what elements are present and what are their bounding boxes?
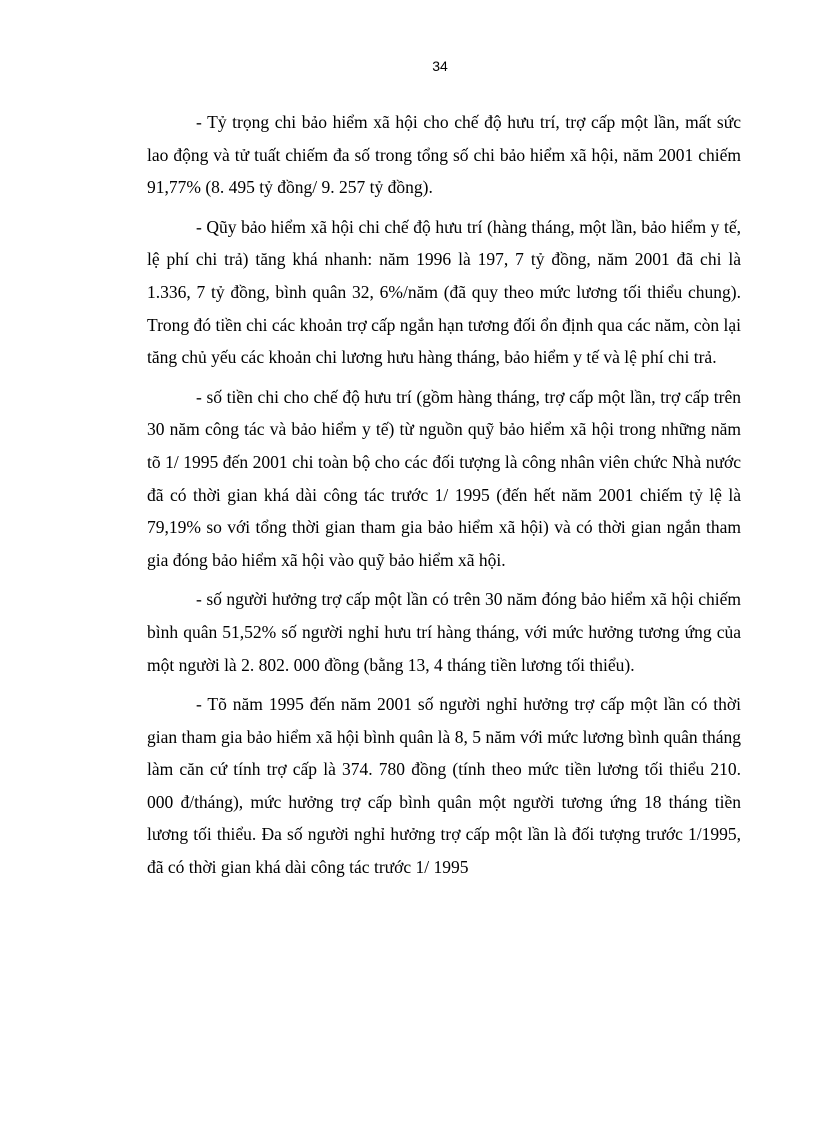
- paragraph-lump-sum-period: - Tõ năm 1995 đến năm 2001 số người nghỉ hưởng trợ cấp một lần có thời gian tham gia bảo hiểm xã hội bình quân là 8, 5 năm với mức lương bình quân tháng làm căn cứ tính trợ cấp là 374. 780 đồng (tính theo mức tiền lương tối thiểu 210. 000 đ/tháng), mức hưởng trợ cấp bình quân một người tương ứng 18 tháng tiền lương tối thiểu. Đa số người nghỉ hưởng trợ cấp một lần là đối tượng trước 1/1995, đã có thời gian khá dài công tác trước 1/ 1995: [147, 694, 741, 878]
- page-number: 34: [432, 58, 448, 74]
- paragraph-lump-sum-recipients: - số người hưởng trợ cấp một lần có trên 30 năm đóng bảo hiểm xã hội chiếm bình quân 51,52% số người nghỉ hưu trí hàng tháng, với mức hưởng tương ứng của một người là 2. 802. 000 đồng (bằng 13, 4 tháng tiền lương tối thiểu).: [147, 589, 741, 675]
- document-body: [147, 106, 741, 891]
- paragraph-pension-spending: - số tiền chi cho chế độ hưu trí (gồm hàng tháng, trợ cấp một lần, trợ cấp trên 30 năm công tác và bảo hiểm y tế) từ nguồn quỹ bảo hiểm xã hội trong những năm tõ 1/ 1995 đến 2001 chi toàn bộ cho các đối tượng là công nhân viên chức Nhà nước đã có thời gian khá dài công tác trước 1/ 1995 (đến hết năm 2001 chiếm tỷ lệ là 79,19% so với tổng thời gian tham gia bảo hiểm xã hội) và có thời gian ngắn tham gia đóng bảo hiểm xã hội vào quỹ bảo hiểm xã hội.: [147, 386, 741, 570]
- paragraph-pension-fund-growth: - Qũy bảo hiểm xã hội chi chế độ hưu trí (hàng tháng, một lần, bảo hiểm y tế, lệ phí chi trả) tăng khá nhanh: năm 1996 là 197, 7 tỷ đồng, năm 2001 đã chi là 1.336, 7 tỷ đồng, bình quân 32, 6%/năm (đã quy theo mức lương tối thiểu chung). Trong đó tiền chi các khoản trợ cấp ngắn hạn tương đối ổn định qua các năm, còn lại tăng chủ yếu các khoản chi lương hưu hàng tháng, bảo hiểm y tế và lệ phí chi trả.: [147, 216, 741, 368]
- paragraph-pension-share: - Tỷ trọng chi bảo hiểm xã hội cho chế độ hưu trí, trợ cấp một lần, mất sức lao động và tử tuất chiếm đa số trong tổng số chi bảo hiểm xã hội, năm 2001 chiếm 91,77% (8. 495 tỷ đồng/ 9. 257 tỷ đồng).: [147, 112, 741, 198]
